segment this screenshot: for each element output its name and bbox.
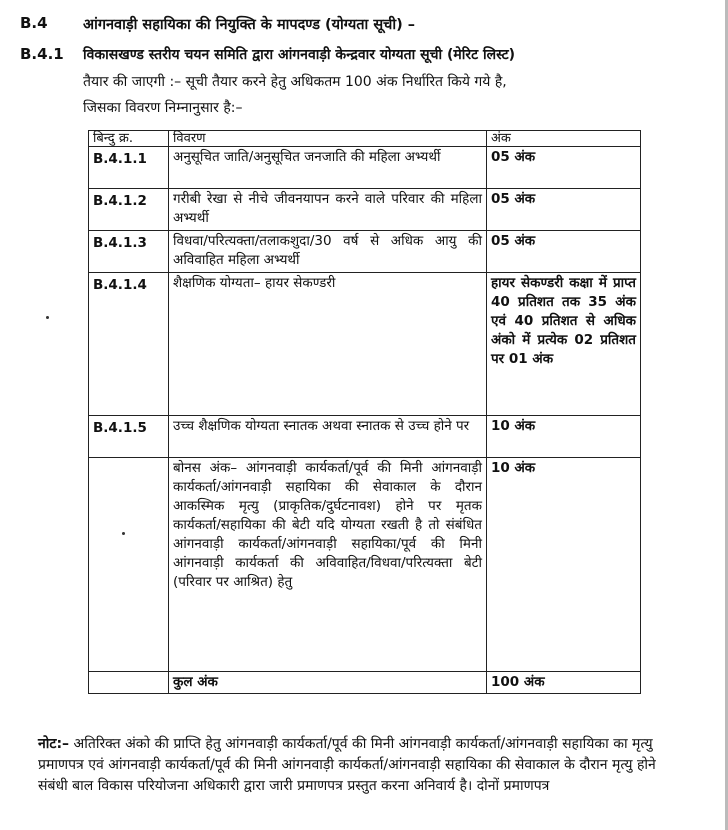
total-label: कुल अंक <box>169 672 487 694</box>
row-code <box>89 458 169 672</box>
scan-speck <box>122 532 125 535</box>
row-description: अनुसूचित जाति/अनुसूचित जनजाति की महिला अभ्यर्थी <box>169 147 487 189</box>
total-marks: 100 अंक <box>487 672 641 694</box>
row-description: गरीबी रेखा से नीचे जीवनयापन करने वाले परिवार की महिला अभ्यर्थी <box>169 189 487 231</box>
table-row <box>89 189 641 231</box>
row-code: B.4.1.3 <box>89 231 169 273</box>
row-code: B.4.1.2 <box>89 189 169 231</box>
table-row <box>89 273 641 416</box>
row-marks: 10 अंक <box>487 416 641 458</box>
table-row <box>89 416 641 458</box>
table-header-row <box>89 131 641 147</box>
table-row <box>89 231 641 273</box>
note-label: नोट:– <box>38 736 70 752</box>
section-number: B.4 <box>20 14 48 32</box>
row-marks: 05 अंक <box>487 147 641 189</box>
table-row <box>89 147 641 189</box>
column-header-marks: अंक <box>487 131 641 147</box>
row-marks: हायर सेकण्डरी कक्षा में प्राप्त 40 प्रतिशत तक 35 अंक एवं 40 प्रतिशत से अधिक अंको में प्रत्येक 02 प्रतिशत पर 01 अंक <box>487 273 641 416</box>
footnote <box>38 734 678 797</box>
subsection-line-1: विकासखण्ड स्तरीय चयन समिति द्वारा आंगनवाड़ी केन्द्रवार योग्यता सूची (मेरिट लिस्ट) <box>83 47 516 63</box>
section-heading: आंगनवाड़ी सहायिका की नियुक्ति के मापदण्ड (योग्यता सूची) – <box>83 17 416 33</box>
row-description: उच्च शैक्षणिक योग्यता स्नातक अथवा स्नातक से उच्च होने पर <box>169 416 487 458</box>
subsection-line-3: जिसका विवरण निम्नानुसार है:– <box>83 100 243 116</box>
row-marks: 05 अंक <box>487 189 641 231</box>
row-description: बोनस अंक– आंगनवाड़ी कार्यकर्ता/पूर्व की मिनी आंगनवाड़ी कार्यकर्ता/आंगनवाड़ी सहायिका की सेवाकाल के दौरान आकस्मिक मृत्यु (प्राकृतिक/दुर्घटनावश) होने पर मृतक कार्यकर्ता/सहायिका की बेटी यदि योग्यता रखती है तो संबंधित आंगनवाड़ी कार्यकर्ता/आंगनवाड़ी सहायिका/पूर्व की मिनी आंगनवाड़ी कार्यकर्ता की अविवाहित/विधवा/परित्यक्ता बेटी (परिवार पर आश्रित) हेतु <box>169 458 487 672</box>
note-text: अतिरिक्त अंको की प्राप्ति हेतु आंगनवाड़ी कार्यकर्ता/पूर्व की मिनी आंगनवाड़ी कार्यकर्ता/आंगनवाड़ी सहायिका का मृत्यु प्रमाणपत्र एवं आंगनवाड़ी कार्यकर्ता/पूर्व की मिनी आंगनवाड़ी कार्यकर्ता/आंगनवाड़ी सहायिका की सेवाकाल के दौरान मृत्यु होने संबंधी बाल विकास परियोजना अधिकारी द्वारा जारी प्रमाणपत्र प्रस्तुत करना अनिवार्य है। दोनों प्रमाणपत्र <box>38 736 656 794</box>
row-marks: 10 अंक <box>487 458 641 672</box>
column-header-description: विवरण <box>169 131 487 147</box>
subsection-line-2: तैयार की जाएगी :– सूची तैयार करने हेतु अधिकतम 100 अंक निर्धारित किये गये है, <box>83 74 507 90</box>
scan-speck <box>46 316 49 319</box>
row-code: B.4.1.1 <box>89 147 169 189</box>
merit-criteria-table <box>88 130 641 694</box>
row-code: B.4.1.5 <box>89 416 169 458</box>
column-header-serial: बिन्दु क्र. <box>89 131 169 147</box>
table-row <box>89 458 641 672</box>
row-code: B.4.1.4 <box>89 273 169 416</box>
table-total-row <box>89 672 641 694</box>
row-description: शैक्षणिक योग्यता– हायर सेकण्डरी <box>169 273 487 416</box>
subsection-number: B.4.1 <box>20 45 64 63</box>
row-description: विधवा/परित्यक्ता/तलाकशुदा/30 वर्ष से अधिक आयु की अविवाहित महिला अभ्यर्थी <box>169 231 487 273</box>
row-code <box>89 672 169 694</box>
row-marks: 05 अंक <box>487 231 641 273</box>
